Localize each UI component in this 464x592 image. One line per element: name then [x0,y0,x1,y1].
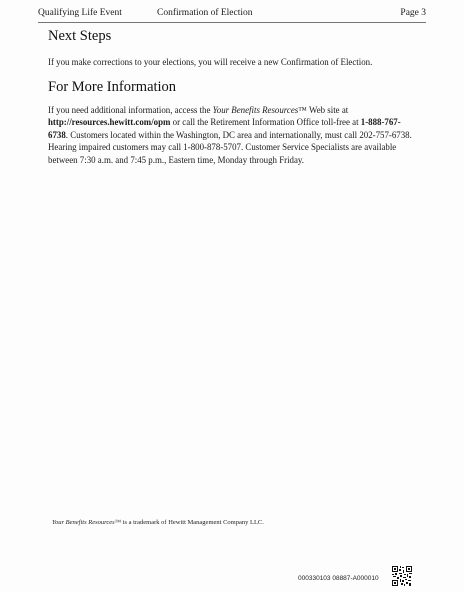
website-url[interactable]: http://resources.hewitt.com/opm [48,117,171,128]
header-event-title: Qualifying Life Event [38,8,122,18]
more-info-heading: For More Information [48,79,177,95]
trademark-rest: ™ is a trademark of Hewitt Management Company LLC. [114,519,264,526]
next-steps-paragraph: If you make corrections to your elections, you will receive a new Confirmation of Election. [48,57,373,67]
trademark-symbol: ™ [298,105,307,115]
more-info-paragraph [48,104,420,166]
more-info-text-1: If you need additional information, access the [48,105,213,115]
ybr-name: Your Benefits Resources [212,105,299,115]
more-info-text-2: Web site at [306,105,349,115]
header-divider [38,22,426,23]
document-code: 000330103 08887-A000010 [298,575,379,582]
more-info-text-4: . Customers located within the Washington, DC area and internationally, must call 202-757-6738. Hearing impaired customers may call 1-800-878-5707. Customer Service Specialists are available between 7:30 a.m. and 7:45 p.m., Eastern time, Monday through Friday. [48,129,412,165]
toll-free-phone: 1-888-767-6738 [48,117,401,140]
page-number: Page 3 [400,8,426,18]
trademark-footnote [52,519,264,526]
trademark-name: Your Benefits Resources [52,519,115,526]
header-document-title: Confirmation of Election [157,8,253,18]
next-steps-heading: Next Steps [48,28,112,44]
more-info-text-3: or call the Retirement Information Office toll-free at [170,117,361,128]
page-header [38,6,426,20]
qr-code-icon [392,566,412,586]
